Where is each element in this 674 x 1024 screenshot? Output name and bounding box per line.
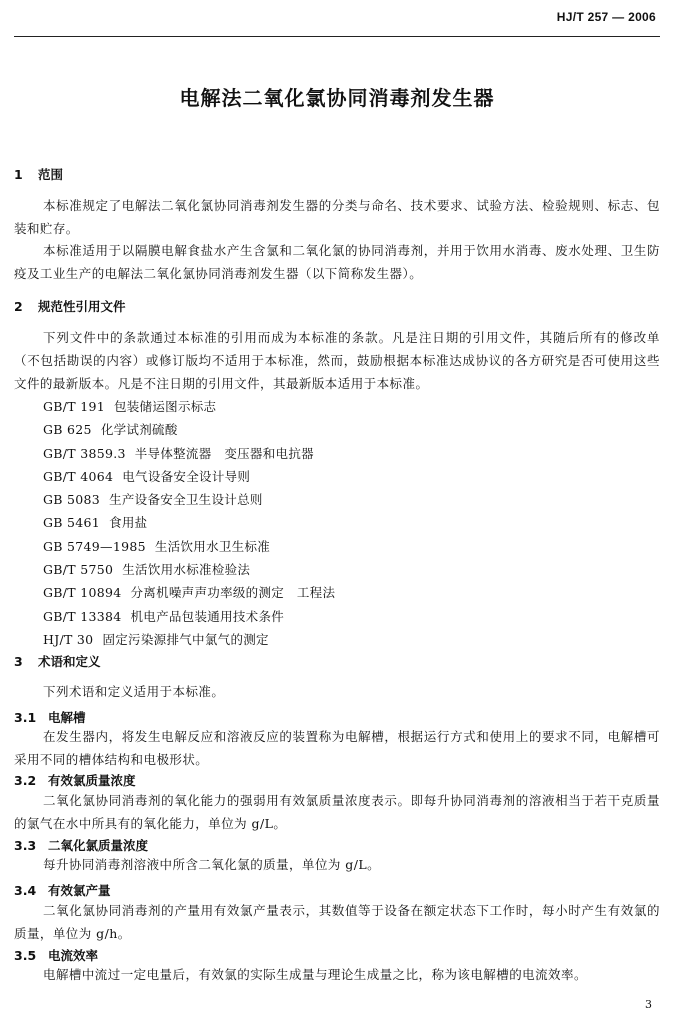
reference-code: GB/T 13384 <box>43 608 122 624</box>
scope-paragraph-2: 本标准适用于以隔膜电解食盐水产生含氯和二氧化氯的协同消毒剂，并用于饮用水消毒、废水处理、卫生防疫及工业生产的电解法二氧化氯协同消毒剂发生器（以下简称发生器）。 <box>14 243 660 281</box>
reference-code: GB/T 10894 <box>43 585 122 601</box>
section-title: 规范性引用文件 <box>38 299 126 314</box>
reference-item <box>43 395 335 418</box>
reference-code: GB/T 5750 <box>43 562 114 578</box>
term-3-3-heading <box>14 836 148 854</box>
reference-code: GB 5749—1985 <box>43 538 146 554</box>
term-number: 3.1 <box>14 710 37 725</box>
references-intro-paragraph: 下列文件中的条款通过本标准的引用而成为本标准的条款。凡是注日期的引用文件，其随后所有的修改单（不包括勘误的内容）或修订版均不适用于本标准，然而，鼓励根据本标准达成协议的各方研究是否可使用这些文件的最新版本。凡是不注日期的引用文件，其最新版本适用于本标准。 <box>14 330 660 391</box>
section-2-heading <box>14 297 126 315</box>
reference-name: 包装储运图示标志 <box>113 399 217 414</box>
reference-code: GB 625 <box>43 422 92 438</box>
reference-name: 半导体整流器 变压器和电抗器 <box>134 445 314 461</box>
term-3-4-definition: 二氧化氯协同消毒剂的产量用有效氯产量表示，其数值等于设备在额定状态下工作时，每小时产生有效氯的质量，单位为 g/h。 <box>14 903 660 941</box>
reference-item <box>43 605 335 628</box>
reference-item <box>43 535 335 558</box>
reference-name: 生活饮用水卫生标准 <box>154 538 271 554</box>
term-title: 有效氯质量浓度 <box>48 773 136 788</box>
term-number: 3.2 <box>14 773 37 788</box>
reference-item <box>43 558 335 581</box>
reference-item <box>43 442 335 465</box>
reference-name: 生活饮用水标准检验法 <box>122 562 251 578</box>
term-3-5-definition: 电解槽中流过一定电量后，有效氯的实际生成量与理论生成量之比，称为该电解槽的电流效率。 <box>43 967 587 982</box>
reference-item <box>43 581 335 604</box>
term-3-4-heading <box>14 881 111 899</box>
reference-item <box>43 511 335 534</box>
term-number: 3.4 <box>14 883 37 898</box>
term-title: 电解槽 <box>48 710 86 725</box>
reference-code: GB/T 4064 <box>43 468 114 484</box>
reference-code: GB 5461 <box>43 515 101 531</box>
scope-paragraph-1: 本标准规定了电解法二氧化氯协同消毒剂发生器的分类与命名、技术要求、试验方法、检验规则、标志、包装和贮存。 <box>14 198 660 236</box>
reference-code: GB/T 3859.3 <box>43 445 126 461</box>
term-3-5-heading <box>14 946 98 964</box>
reference-name: 食用盐 <box>109 515 148 531</box>
term-title: 电流效率 <box>48 948 99 963</box>
reference-item <box>43 628 335 651</box>
term-3-1-definition: 在发生器内，将发生电解反应和溶液反应的装置称为电解槽，根据运行方式和使用上的要求不同，电解槽可采用不同的槽体结构和电极形状。 <box>14 729 660 767</box>
reference-name: 电气设备安全设计导则 <box>122 468 251 484</box>
reference-list <box>43 395 335 651</box>
section-3-heading <box>14 652 101 670</box>
term-3-2-definition: 二氧化氯协同消毒剂的氧化能力的强弱用有效氯质量浓度表示。即每升协同消毒剂的溶液相当于若干克质量的氯气在水中所具有的氧化能力，单位为 g/L。 <box>14 793 660 831</box>
term-3-1-heading <box>14 708 86 726</box>
section-number: 2 <box>14 299 23 314</box>
reference-code: GB 5083 <box>43 492 101 508</box>
reference-code: GB/T 191 <box>43 399 105 414</box>
reference-item <box>43 465 335 488</box>
section-1-heading <box>14 165 63 183</box>
term-3-3-definition: 每升协同消毒剂溶液中所含二氧化氯的质量，单位为 g/L。 <box>43 857 381 872</box>
term-title: 二氧化氯质量浓度 <box>48 838 149 853</box>
term-number: 3.5 <box>14 948 37 963</box>
reference-name: 机电产品包装通用技术条件 <box>130 608 285 624</box>
reference-code: HJ/T 30 <box>43 631 94 647</box>
reference-name: 化学试剂硫酸 <box>100 422 178 438</box>
terms-intro-paragraph: 下列术语和定义适用于本标准。 <box>43 684 225 699</box>
page-number: 3 <box>645 998 652 1011</box>
reference-item <box>43 418 335 441</box>
term-number: 3.3 <box>14 838 37 853</box>
reference-item <box>43 488 335 511</box>
reference-name: 分离机噪声声功率级的测定 工程法 <box>130 585 336 601</box>
term-title: 有效氯产量 <box>48 883 111 898</box>
standard-number: HJ/T 257 — 2006 <box>556 10 656 24</box>
document-title: 电解法二氧化氯协同消毒剂发生器 <box>179 86 495 110</box>
reference-name: 生产设备安全卫生设计总则 <box>109 492 263 508</box>
section-number: 1 <box>14 167 23 182</box>
section-title: 术语和定义 <box>38 654 101 669</box>
term-3-2-heading <box>14 771 136 789</box>
reference-name: 固定污染源排气中氯气的测定 <box>102 631 269 647</box>
section-title: 范围 <box>38 167 64 182</box>
section-number: 3 <box>14 654 23 669</box>
header-rule <box>14 36 660 37</box>
